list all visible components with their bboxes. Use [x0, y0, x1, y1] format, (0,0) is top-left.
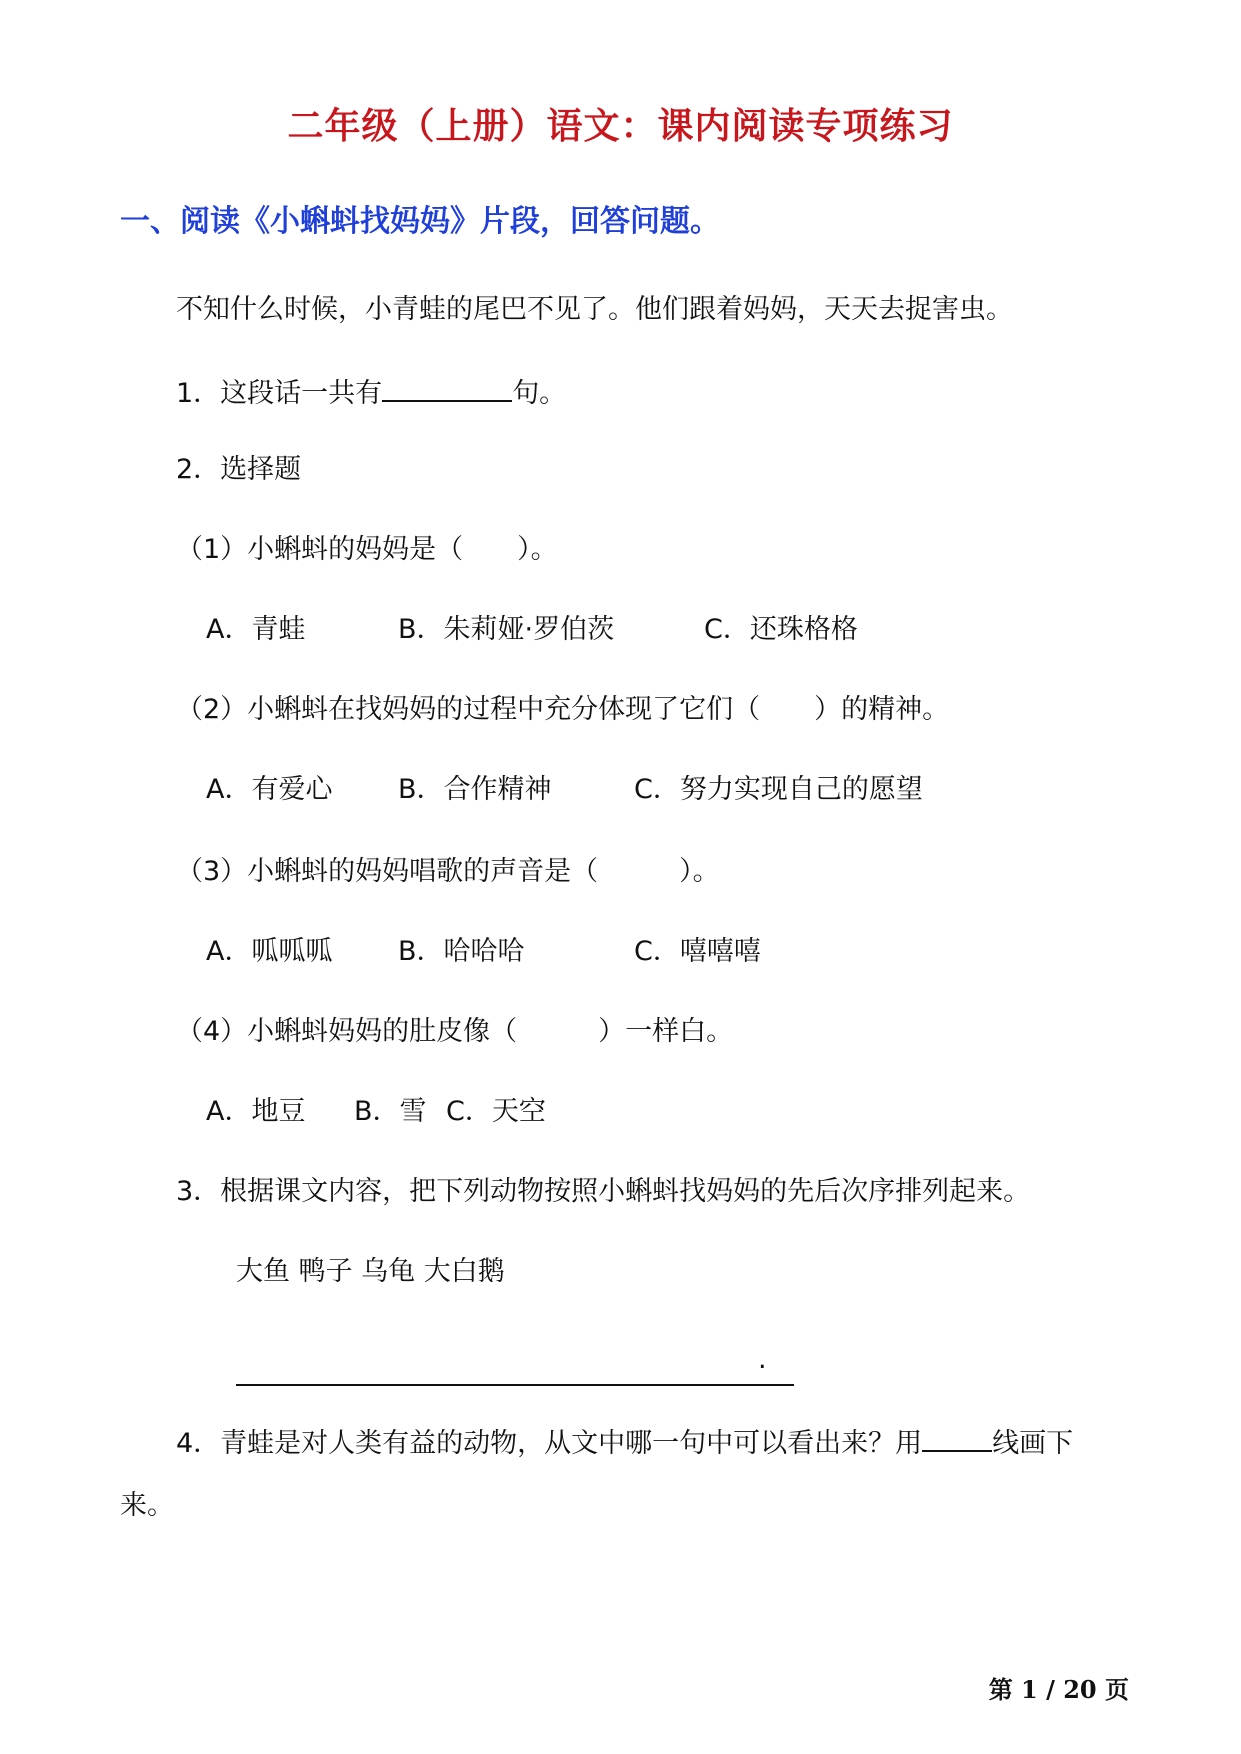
question-2-3-options: [206, 934, 761, 970]
page-title: 二年级（上册）语文：课内阅读专项练习: [287, 105, 954, 147]
answer-blank-4[interactable]: [922, 1422, 992, 1452]
option-b[interactable]: B．朱莉娅·罗伯茨: [398, 614, 615, 645]
option-a[interactable]: A．有爱心: [206, 774, 333, 805]
option-a[interactable]: A．地豆: [206, 1096, 306, 1127]
question-4-prefix: 4．青蛙是对人类有益的动物，从文中哪一句中可以看出来？用: [176, 1428, 923, 1459]
option-b[interactable]: B．合作精神: [398, 774, 552, 805]
question-1-prefix: 1．这段话一共有: [176, 378, 383, 409]
question-4-continuation: 来。: [120, 1490, 174, 1521]
option-b[interactable]: B．雪: [354, 1096, 427, 1127]
option-c[interactable]: C．努力实现自己的愿望: [634, 774, 923, 805]
question-2-1-stem: （1）小蝌蚪的妈妈是（ ）。: [176, 534, 558, 565]
question-4-suffix: 线画下: [992, 1428, 1074, 1459]
option-a[interactable]: A．呱呱呱: [206, 936, 333, 967]
question-1-suffix: 句。: [512, 378, 567, 409]
answer-blank-1[interactable]: [382, 372, 512, 402]
answer-end-mark: .: [758, 1344, 767, 1375]
option-a[interactable]: A．青蛙: [206, 614, 306, 645]
option-b[interactable]: B．哈哈哈: [398, 936, 525, 967]
question-3: 3．根据课文内容，把下列动物按照小蝌蚪找妈妈的先后次序排列起来。: [176, 1176, 1031, 1207]
question-4: [176, 1422, 1073, 1462]
question-2-4-stem: （4）小蝌蚪妈妈的肚皮像（ ）一样白。: [176, 1016, 734, 1047]
page-number: 第 1 / 20 页: [988, 1675, 1129, 1704]
option-c[interactable]: C．天空: [446, 1096, 546, 1127]
answer-line-3[interactable]: [236, 1384, 794, 1386]
passage-text: 不知什么时候，小青蛙的尾巴不见了。他们跟着妈妈，天天去捉害虫。: [176, 294, 1013, 325]
question-2-4-options: [206, 1094, 546, 1130]
option-c[interactable]: C．还珠格格: [704, 614, 858, 645]
question-2-1-options: [206, 612, 858, 648]
animal-list: 大鱼 鸭子 乌龟 大白鹅: [236, 1256, 505, 1287]
question-2-3-stem: （3）小蝌蚪的妈妈唱歌的声音是（ ）。: [176, 856, 720, 887]
section-heading: 一、阅读《小蝌蚪找妈妈》片段，回答问题。: [120, 204, 720, 239]
question-2-2-stem: （2）小蝌蚪在找妈妈的过程中充分体现了它们（ ）的精神。: [176, 694, 950, 725]
question-1: [176, 372, 566, 412]
question-2-label: 2．选择题: [176, 454, 302, 485]
option-c[interactable]: C．嘻嘻嘻: [634, 936, 761, 967]
question-2-2-options: [206, 772, 923, 808]
